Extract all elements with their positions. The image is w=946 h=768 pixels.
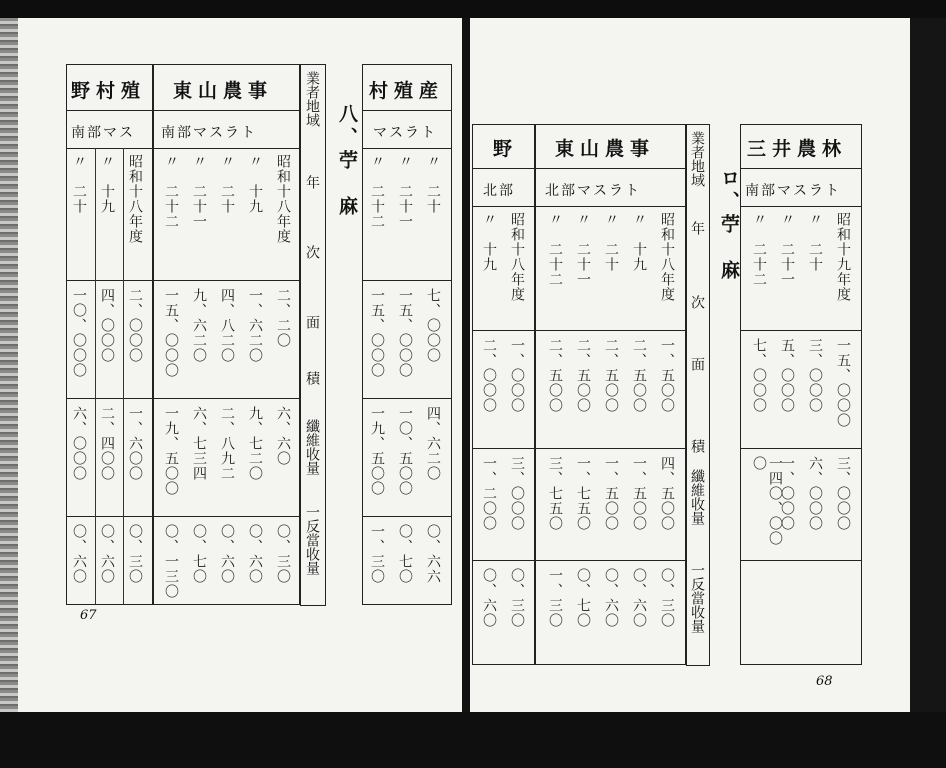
table-rb-fiber: 三、七五〇 — [547, 456, 563, 531]
table-nomura — [66, 64, 154, 605]
column-header-strip — [686, 124, 710, 666]
table-a-yield: 〇、一三〇 — [163, 524, 179, 599]
left-page — [18, 18, 462, 712]
table-a-yield: 〇、七〇 — [191, 524, 207, 584]
column-label-fiber: 纖維收量 — [304, 419, 320, 475]
table-rb-yield: 〇、六〇 — [603, 568, 619, 628]
table-c-fiber: 一〇、五〇〇 — [397, 406, 413, 496]
table-rc-title: 野 — [493, 138, 519, 160]
table-a-area: 二、二〇 — [275, 288, 291, 348]
table-c-year: 〃 二十 — [425, 154, 441, 214]
table-c-fiber: 一九、五〇〇 — [369, 406, 385, 496]
table-c-subtitle: マスラト — [373, 125, 437, 141]
table-rb-area: 一、五〇〇 — [659, 338, 675, 413]
table-rc-subtitle: 北部 — [483, 183, 515, 199]
table-rb-yield: 〇、三〇 — [659, 568, 675, 628]
table-b-area: 四、〇〇〇 — [99, 288, 115, 363]
table-a-area: 一、六二〇 — [247, 288, 263, 363]
table-b-yield: 〇、六〇 — [71, 524, 87, 584]
table-ra-area: 七、〇〇〇 — [751, 338, 767, 413]
table-rc-year: 昭和十八年度 — [509, 212, 525, 302]
table-ra-fiber: 一、〇〇〇 — [779, 456, 795, 531]
table-rc-yield: 〇、三〇 — [509, 568, 525, 628]
scan-right-edge — [910, 18, 946, 712]
table-rb-year: 昭和十八年度 — [659, 212, 675, 302]
table-rb-area: 二、五〇〇 — [547, 338, 563, 413]
table-b-fiber: 二、四〇〇 — [99, 406, 115, 481]
column-label-yield: 一反當收量 — [689, 563, 705, 633]
table-higashiyama — [152, 64, 300, 605]
table-c-yield: 〇、七〇 — [397, 524, 413, 584]
table-ra-title: 三井農林 — [747, 138, 848, 160]
column-label-yield: 一反當收量 — [304, 505, 320, 575]
table-rb-subtitle: 北部マスラト — [545, 183, 641, 199]
table-c-year: 〃 二十一 — [397, 154, 413, 229]
table-c-fiber: 四、六二〇 — [425, 406, 441, 481]
table-rb-year: 〃 二十 — [603, 212, 619, 272]
table-b-title: 野村殖 — [71, 80, 147, 102]
table-ra-fiber: 六、〇〇〇 — [807, 456, 823, 531]
column-label-area: 面 — [689, 357, 705, 371]
table-rb-yield: 一、三〇 — [547, 568, 563, 628]
table-c-area: 一五、〇〇〇 — [369, 288, 385, 378]
table-b-subtitle: 南部マス — [71, 125, 135, 141]
table-c-year: 〃 二十二 — [369, 154, 385, 229]
table-r-mitsui — [740, 124, 862, 665]
table-ra-area: 五、〇〇〇 — [779, 338, 795, 413]
table-a-year: 〃 十九 — [247, 154, 263, 214]
right-page — [470, 18, 910, 712]
table-b-fiber: 六、〇〇〇 — [71, 406, 87, 481]
page-number: 68 — [816, 674, 833, 689]
column-label-area: 面 — [304, 315, 320, 329]
table-rb-area: 二、五〇〇 — [631, 338, 647, 413]
table-ra-year: 〃 二十一 — [779, 212, 795, 287]
table-a-fiber: 九、七二〇 — [247, 406, 263, 481]
table-a-subtitle: 南部マスラト — [161, 125, 257, 141]
table-ra-fiber: 三、〇〇〇 — [835, 456, 851, 531]
table-b-area: 一〇、〇〇〇 — [71, 288, 87, 378]
scan-top-border — [0, 0, 946, 18]
table-ra-fiber: 一四〇、〇〇〇 — [751, 456, 783, 546]
table-rc-fiber: 三、〇〇〇 — [509, 456, 525, 531]
table-rb-fiber: 四、五〇〇 — [659, 456, 675, 531]
table-a-fiber: 一九、五〇〇 — [163, 406, 179, 496]
column-header-region: 業者地域 — [689, 131, 705, 187]
table-rc-area: 一、〇〇〇 — [509, 338, 525, 413]
column-label-acreage: 積 — [304, 371, 320, 385]
table-c-area: 一五、〇〇〇 — [397, 288, 413, 378]
page-number: 67 — [80, 608, 97, 623]
table-b-year: 〃 十九 — [99, 154, 115, 214]
table-rc-yield: 〇、六〇 — [481, 568, 497, 628]
section-title: ロ、苧 麻 — [718, 168, 740, 283]
table-rc-area: 二、〇〇〇 — [481, 338, 497, 413]
table-a-year: 〃 二十一 — [191, 154, 207, 229]
scan-left-edge — [0, 18, 18, 712]
column-header-strip — [300, 64, 326, 606]
column-label-next: 次 — [304, 245, 320, 259]
column-header-region: 業者地域 — [304, 71, 320, 127]
table-a-year: 昭和十八年度 — [275, 154, 291, 244]
table-rb-yield: 〇、六〇 — [631, 568, 647, 628]
column-label-next: 次 — [689, 295, 705, 309]
table-b-year: 昭和十八年度 — [127, 154, 143, 244]
table-a-fiber: 二、八九二 — [219, 406, 235, 481]
book-spine — [462, 18, 470, 712]
table-c-yield: 〇、六六 — [425, 524, 441, 584]
table-r-higashiyama — [534, 124, 686, 665]
table-rb-area: 二、五〇〇 — [603, 338, 619, 413]
table-ra-subtitle: 南部マスラト — [745, 183, 841, 199]
column-label-acreage: 積 — [689, 439, 705, 453]
table-a-fiber: 六、七三四 — [191, 406, 207, 481]
table-c-area: 七、〇〇〇 — [425, 288, 441, 363]
table-rb-year: 〃 十九 — [631, 212, 647, 272]
table-r-no — [472, 124, 536, 665]
table-rb-yield: 〇、七〇 — [575, 568, 591, 628]
scan-bottom-border — [0, 712, 946, 768]
table-b-fiber: 一、六〇〇 — [127, 406, 143, 481]
table-a-area: 四、八二〇 — [219, 288, 235, 363]
table-rb-year: 〃 二十一 — [575, 212, 591, 287]
table-b-area: 二、〇〇〇 — [127, 288, 143, 363]
table-rb-year: 〃 二十二 — [547, 212, 563, 287]
table-rb-fiber: 一、五〇〇 — [631, 456, 647, 531]
column-label-year: 年 — [304, 175, 320, 189]
table-rb-title: 東山農事 — [555, 138, 656, 160]
table-a-area: 九、六二〇 — [191, 288, 207, 363]
column-label-fiber: 纖維收量 — [689, 469, 705, 525]
table-ra-year: 〃 二十 — [807, 212, 823, 272]
table-b-year: 〃 二十 — [71, 154, 87, 214]
table-rb-fiber: 一、五〇〇 — [603, 456, 619, 531]
table-rc-fiber: 一、二〇〇 — [481, 456, 497, 531]
table-a-title: 東山農事 — [173, 80, 274, 102]
table-a-fiber: 六、六〇 — [275, 406, 291, 466]
table-a-yield: 〇、六〇 — [247, 524, 263, 584]
table-ra-area: 一五、〇〇〇 — [835, 338, 851, 428]
table-a-yield: 〇、六〇 — [219, 524, 235, 584]
table-rb-fiber: 一、七五〇 — [575, 456, 591, 531]
table-a-yield: 〇、三〇 — [275, 524, 291, 584]
section-title: 八、苧 麻 — [336, 104, 358, 219]
table-ra-year: 昭和十九年度 — [835, 212, 851, 302]
table-ra-area: 三、〇〇〇 — [807, 338, 823, 413]
table-a-year: 〃 二十 — [219, 154, 235, 214]
table-c-title: 村殖産 — [369, 80, 445, 102]
table-c-yield: 一、三〇 — [369, 524, 385, 584]
table-a-area: 一五、〇〇〇 — [163, 288, 179, 378]
column-label-year: 年 — [689, 221, 705, 235]
table-b-yield: 〇、六〇 — [99, 524, 115, 584]
table-b-yield: 〇、三〇 — [127, 524, 143, 584]
table-rc-year: 〃 十九 — [481, 212, 497, 272]
table-mura — [362, 64, 452, 605]
table-a-year: 〃 二十二 — [163, 154, 179, 229]
table-rb-area: 二、五〇〇 — [575, 338, 591, 413]
table-ra-year: 〃 二十二 — [751, 212, 767, 287]
